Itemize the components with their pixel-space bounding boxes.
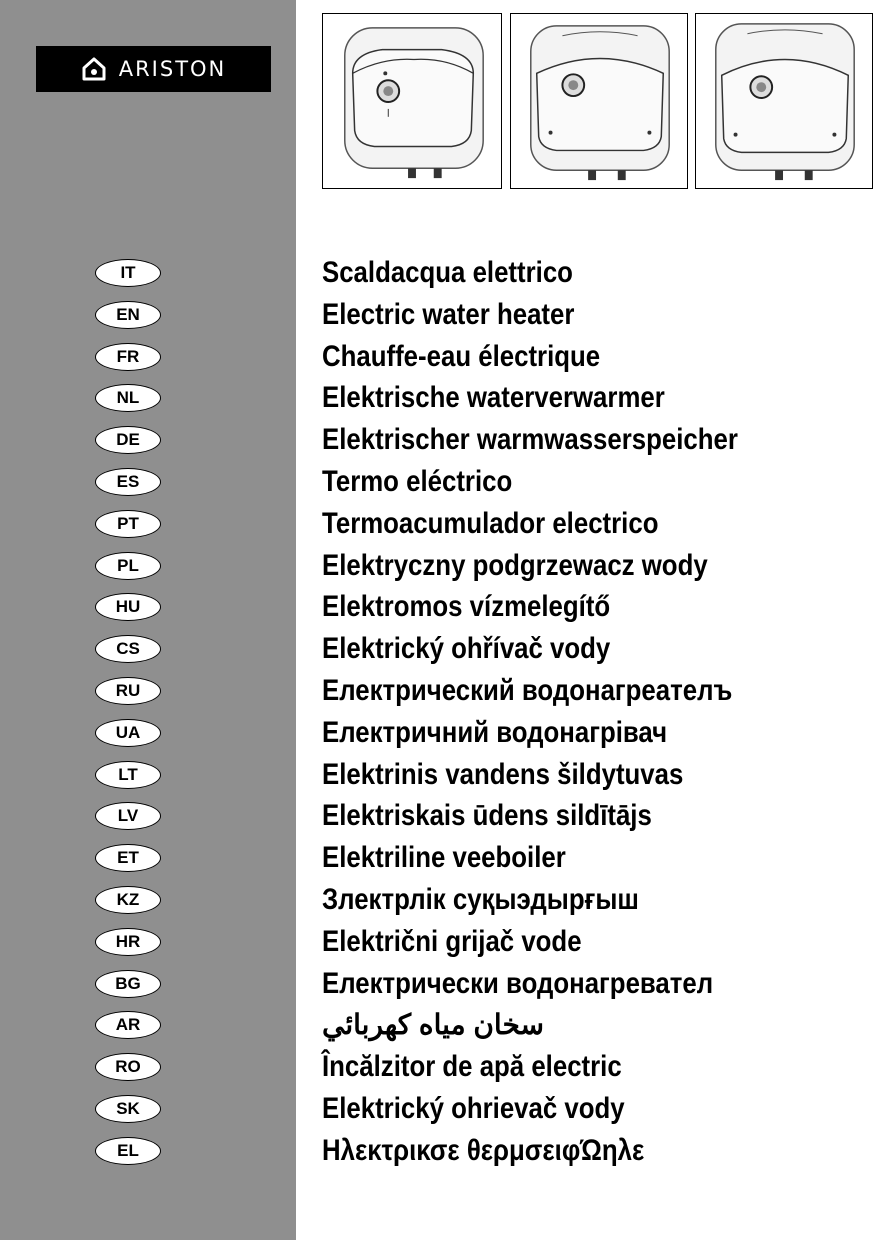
language-badge-lt: LT <box>95 761 161 789</box>
water-heater-illustration <box>323 14 501 188</box>
language-badge-cs: CS <box>95 635 161 663</box>
title-de: Elektrischer warmwasserspeicher <box>322 423 738 457</box>
title-bg: Електрически водонагреватeл <box>322 966 714 1000</box>
title-en: Electric water heater <box>322 297 575 331</box>
sidebar <box>0 0 296 1240</box>
title-hu: Elektromos vízmelegítő <box>322 590 611 624</box>
title-ar: سخان مياه كهربائي <box>322 1009 544 1041</box>
title-ro: Încălzitor de apă electric <box>322 1050 622 1084</box>
language-badge-ar: AR <box>95 1011 161 1039</box>
title-pl: Elektryczny podgrzewacz wody <box>322 548 708 582</box>
language-badge-hu: HU <box>95 593 161 621</box>
language-badge-it: IT <box>95 259 161 287</box>
language-badge-hr: HR <box>95 928 161 956</box>
title-ua: Електричний водонагрівач <box>322 715 668 749</box>
ariston-logo <box>36 46 271 92</box>
language-badge-el: EL <box>95 1137 161 1165</box>
title-ru: Електрический водонагреателъ <box>322 674 733 707</box>
water-heater-illustration <box>511 14 687 188</box>
language-badge-nl: NL <box>95 384 161 412</box>
brand-name: ARISTON <box>118 57 227 81</box>
language-badge-lv: LV <box>95 802 161 830</box>
language-badge-pt: PT <box>95 510 161 538</box>
product-image-3 <box>695 13 873 189</box>
title-hr: Električni grijač vode <box>322 924 582 958</box>
title-lt: Elektrinis vandens šildytuvas <box>322 757 684 791</box>
language-badge-et: ET <box>95 844 161 872</box>
language-badge-bg: BG <box>95 970 161 998</box>
title-et: Elektriline veeboiler <box>322 841 566 875</box>
product-image-2 <box>510 13 688 189</box>
title-es: Termo eléctrico <box>322 465 513 498</box>
title-lv: Elektriskais ūdens sildītājs <box>322 799 652 833</box>
language-badge-en: EN <box>95 301 161 329</box>
language-badge-pl: PL <box>95 552 161 580</box>
house-icon <box>81 57 107 81</box>
language-badge-fr: FR <box>95 343 161 371</box>
language-badge-es: ES <box>95 468 161 496</box>
title-fr: Chauffe-eau électrique <box>322 339 601 373</box>
water-heater-illustration <box>696 14 872 188</box>
title-el: Ηλεκτρικσε θερμσειφΏηλε <box>322 1133 645 1167</box>
title-sk: Elektrický ohrievač vody <box>322 1092 625 1125</box>
language-badge-ro: RO <box>95 1053 161 1081</box>
language-badge-ua: UA <box>95 719 161 747</box>
title-kz: Злектрлік суқыэдырғыш <box>322 883 639 916</box>
title-pt: Termoacumulador electrico <box>322 506 659 540</box>
title-it: Scaldacqua elettrico <box>322 256 573 289</box>
title-nl: Elektrische waterverwarmer <box>322 381 665 415</box>
language-badge-sk: SK <box>95 1095 161 1123</box>
language-badge-de: DE <box>95 426 161 454</box>
title-cs: Elektrický ohřívač vody <box>322 632 611 666</box>
language-badge-kz: KZ <box>95 886 161 914</box>
language-badge-ru: RU <box>95 677 161 705</box>
product-image-1 <box>322 13 502 189</box>
